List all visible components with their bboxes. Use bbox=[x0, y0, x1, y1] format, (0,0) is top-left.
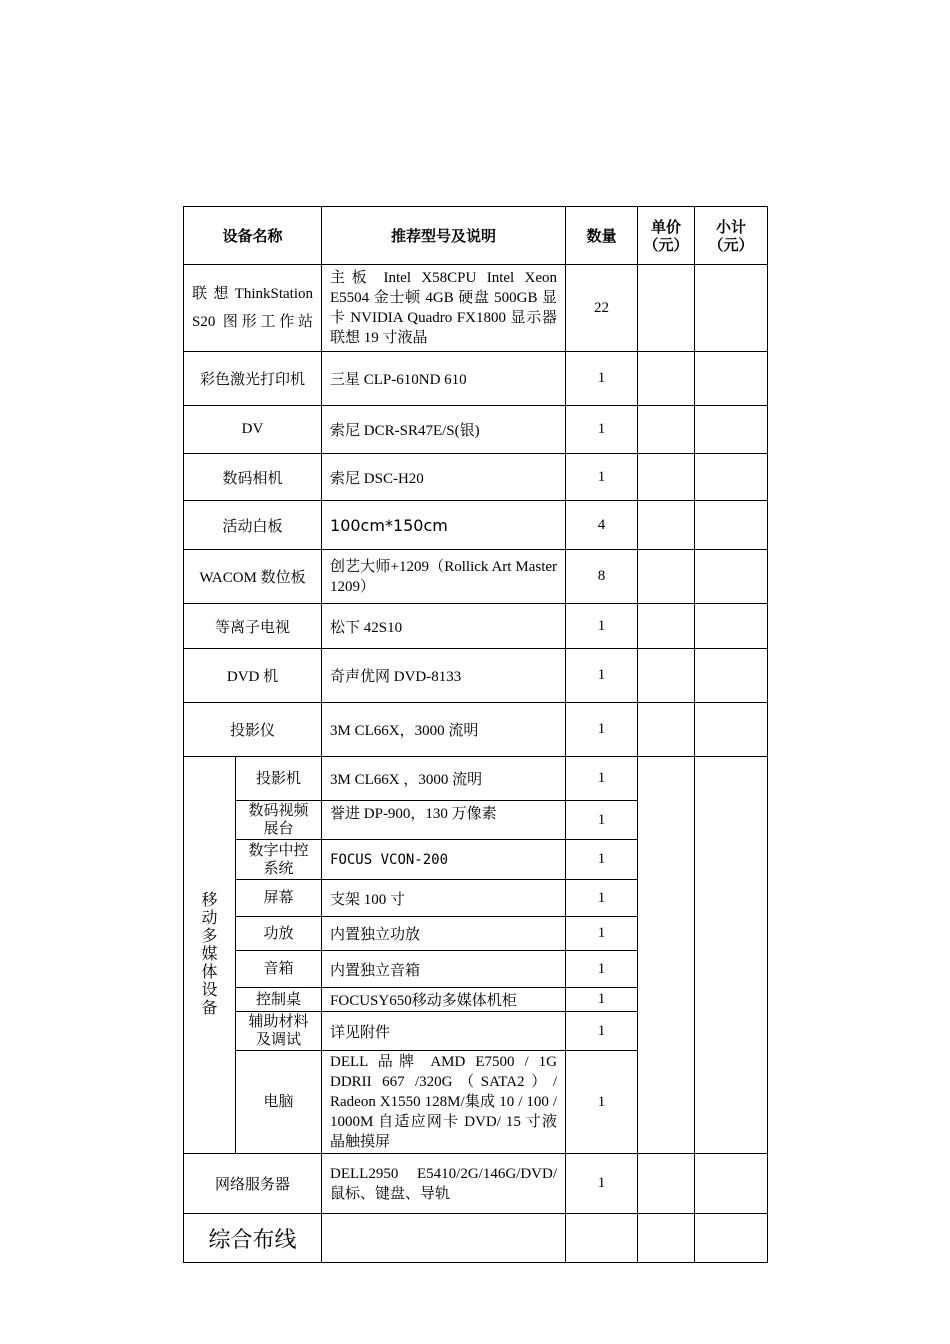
row-qty: 1 bbox=[566, 352, 638, 406]
item-qty: 1 bbox=[566, 1051, 638, 1154]
row-name: 彩色激光打印机 bbox=[184, 352, 322, 406]
row-unit-price bbox=[638, 1214, 695, 1263]
row-model: 索尼 DCR-SR47E/S(银) bbox=[322, 406, 566, 454]
item-qty: 1 bbox=[566, 988, 638, 1012]
row-unit-price bbox=[638, 550, 695, 604]
item-model: 3M CL66X ，3000 流明 bbox=[322, 757, 566, 801]
row-unit-price bbox=[638, 501, 695, 550]
table-row bbox=[184, 1154, 768, 1214]
item-model: FOCUS VCON-200 bbox=[322, 840, 566, 880]
row-subtotal bbox=[695, 454, 768, 501]
row-unit-price bbox=[638, 265, 695, 352]
header-unit-price: 单价（元） bbox=[638, 207, 695, 265]
item-qty: 1 bbox=[566, 917, 638, 951]
equipment-table bbox=[183, 206, 768, 1263]
item-name: 投影机 bbox=[236, 757, 322, 801]
row-subtotal bbox=[695, 649, 768, 703]
row-qty: 8 bbox=[566, 550, 638, 604]
item-name: 音箱 bbox=[236, 951, 322, 988]
row-name: 活动白板 bbox=[184, 501, 322, 550]
row-subtotal bbox=[695, 352, 768, 406]
row-model: 主板 Intel X58CPU Intel Xeon E5504 金士顿 4GB 硬盘 500GB 显卡 NVIDIA Quadro FX1800 显示器联想 19 寸液晶 bbox=[322, 265, 566, 352]
row-qty: 4 bbox=[566, 501, 638, 550]
row-name: 联想ThinkStation S20 图形工作站 bbox=[184, 265, 322, 352]
row-model: 创艺大师+1209（Rollick Art Master 1209） bbox=[322, 550, 566, 604]
row-subtotal bbox=[695, 1154, 768, 1214]
row-unit-price bbox=[638, 352, 695, 406]
header-model: 推荐型号及说明 bbox=[322, 207, 566, 265]
row-unit-price bbox=[638, 454, 695, 501]
row-qty: 22 bbox=[566, 265, 638, 352]
item-model: 详见附件 bbox=[322, 1012, 566, 1051]
row-qty: 1 bbox=[566, 454, 638, 501]
table-row bbox=[184, 604, 768, 649]
item-qty: 1 bbox=[566, 951, 638, 988]
item-name: 数字中控系统 bbox=[236, 840, 322, 880]
item-qty: 1 bbox=[566, 801, 638, 840]
table-row bbox=[184, 1214, 768, 1263]
item-model: 支架 100 寸 bbox=[322, 880, 566, 917]
table-row bbox=[184, 757, 768, 801]
row-name: 等离子电视 bbox=[184, 604, 322, 649]
row-qty: 1 bbox=[566, 703, 638, 757]
item-name: 控制桌 bbox=[236, 988, 322, 1012]
group-unit-price bbox=[638, 757, 695, 1154]
header-subtotal: 小计（元） bbox=[695, 207, 768, 265]
item-qty: 1 bbox=[566, 880, 638, 917]
row-name: WACOM 数位板 bbox=[184, 550, 322, 604]
item-qty: 1 bbox=[566, 1012, 638, 1051]
item-name: 辅助材料及调试 bbox=[236, 1012, 322, 1051]
row-model: 三星 CLP-610ND 610 bbox=[322, 352, 566, 406]
header-name: 设备名称 bbox=[184, 207, 322, 265]
row-model: 3M CL66X，3000 流明 bbox=[322, 703, 566, 757]
item-model: 内置独立功放 bbox=[322, 917, 566, 951]
table-row bbox=[184, 454, 768, 501]
table-row bbox=[184, 550, 768, 604]
row-qty: 1 bbox=[566, 406, 638, 454]
table-row bbox=[184, 406, 768, 454]
row-model bbox=[322, 1214, 566, 1263]
row-qty bbox=[566, 1214, 638, 1263]
row-qty: 1 bbox=[566, 1154, 638, 1214]
header-row bbox=[184, 207, 768, 265]
row-model: 100cm*150cm bbox=[322, 501, 566, 550]
table-row bbox=[184, 703, 768, 757]
table-row bbox=[184, 649, 768, 703]
row-model: 松下 42S10 bbox=[322, 604, 566, 649]
row-subtotal bbox=[695, 703, 768, 757]
row-name: 数码相机 bbox=[184, 454, 322, 501]
item-model: FOCUSY650移动多媒体机柜 bbox=[322, 988, 566, 1012]
row-subtotal bbox=[695, 265, 768, 352]
table-row bbox=[184, 352, 768, 406]
row-subtotal bbox=[695, 406, 768, 454]
row-qty: 1 bbox=[566, 649, 638, 703]
item-qty: 1 bbox=[566, 840, 638, 880]
group-subtotal bbox=[695, 757, 768, 1154]
row-unit-price bbox=[638, 406, 695, 454]
group-label: 移 动 多 媒 体 设 备 bbox=[184, 757, 236, 1154]
row-subtotal bbox=[695, 501, 768, 550]
row-name: 投影仪 bbox=[184, 703, 322, 757]
item-model: 内置独立音箱 bbox=[322, 951, 566, 988]
table-row bbox=[184, 265, 768, 352]
row-model: 索尼 DSC-H20 bbox=[322, 454, 566, 501]
row-name: 综合布线 bbox=[184, 1214, 322, 1263]
row-model: 奇声优网 DVD-8133 bbox=[322, 649, 566, 703]
item-name: 电脑 bbox=[236, 1051, 322, 1154]
row-subtotal bbox=[695, 604, 768, 649]
header-qty: 数量 bbox=[566, 207, 638, 265]
row-subtotal bbox=[695, 550, 768, 604]
row-unit-price bbox=[638, 604, 695, 649]
row-unit-price bbox=[638, 649, 695, 703]
row-name: 网络服务器 bbox=[184, 1154, 322, 1214]
item-name: 屏幕 bbox=[236, 880, 322, 917]
table-row bbox=[184, 501, 768, 550]
item-name: 数码视频展台 bbox=[236, 801, 322, 840]
row-model: DELL2950 E5410/2G/146G/DVD/鼠标、键盘、导轨 bbox=[322, 1154, 566, 1214]
item-name: 功放 bbox=[236, 917, 322, 951]
row-name: DVD 机 bbox=[184, 649, 322, 703]
item-qty: 1 bbox=[566, 757, 638, 801]
item-model: DELL 品牌 AMD E7500 / 1G DDRII 667 /320G（SATA2）/ Radeon X1550 128M/集成 10 / 100 / 1000M 自适应网卡 DVD/ 15 寸液晶触摸屏 bbox=[322, 1051, 566, 1154]
row-unit-price bbox=[638, 703, 695, 757]
row-qty: 1 bbox=[566, 604, 638, 649]
row-subtotal bbox=[695, 1214, 768, 1263]
row-unit-price bbox=[638, 1154, 695, 1214]
row-name: DV bbox=[184, 406, 322, 454]
item-model: 誉进 DP-900，130 万像素 bbox=[322, 801, 566, 840]
